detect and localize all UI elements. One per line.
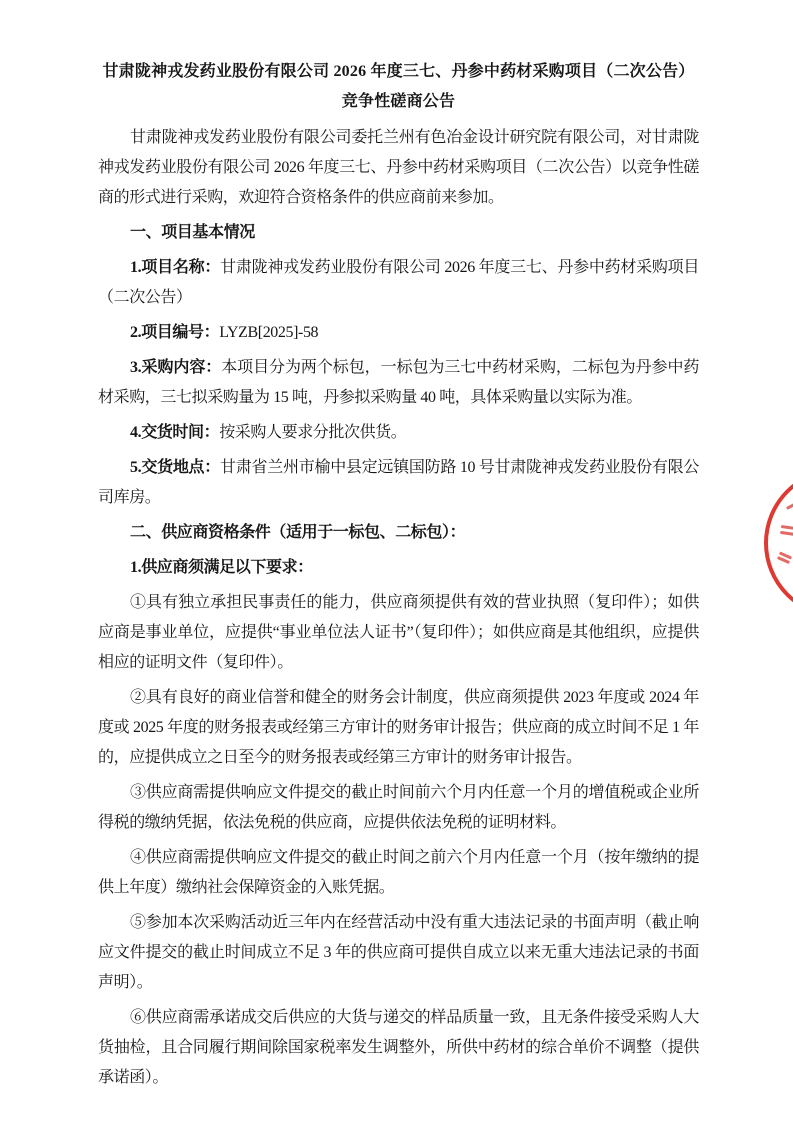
project-item-delivery-time [98,418,699,448]
item-text: 甘肃省兰州市榆中县定远镇国防路 10 号甘肃陇神戎发药业股份有限公司库房。 [98,459,699,506]
document-subtitle: 竞争性磋商公告 [341,93,456,110]
qualification-clause-6: ⑥供应商需承诺成交后供应的大货与递交的样品质量一致，且无条件接受采购人大货抽检，且合同履行期间除国家税率发生调整外，所供中药材的综合单价不调整（提供承诺函）。 [98,1009,699,1086]
item-text: 甘肃陇神戎发药业股份有限公司 2026 年度三七、丹参中药材采购项目（二次公告） [98,259,699,306]
seal-text-stroke [779,551,792,559]
item-text: 按采购人要求分批次供货。 [219,424,407,441]
qualification-clause-5: ⑤参加本次采购活动近三年内在经营活动中没有重大违法记录的书面声明（截止响应文件提交的截止时间成立不足 3 年的供应商可提供自成立以来无重大违法记录的书面声明）。 [98,914,699,991]
project-item-number [98,318,699,348]
project-item-name [98,253,699,313]
qualification-clause-3: ③供应商需提供响应文件提交的截止时间前六个月内任意一个月的增值税或企业所得税的缴纳凭据，依法免税的供应商，应提供依法免税的证明材料。 [98,784,699,831]
section2-heading: 二、供应商资格条件（适用于一标包、二标包）： [130,524,466,541]
item-label: 5.交货地点： [130,459,221,476]
item-label: 4.交货时间： [130,424,220,441]
seal-text-stroke [786,501,793,510]
intro-paragraph: 甘肃陇神戎发药业股份有限公司委托兰州有色冶金设计研究院有限公司，对甘肃陇神戎发药业股份有限公司 2026 年度三七、丹参中药材采购项目（二次公告）以竞争性磋商的形式进行采购，欢迎符合资格条件的供应商前来参加。 [98,129,699,206]
qualification-clause-2: ②具有良好的商业信誉和健全的财务会计制度，供应商须提供 2023 年度或 2024 年度或 2025 年度的财务报表或经第三方审计的财务审计报告；供应商的成立时间不足 1 年的，应提供成立之日至今的财务报表或经第三方审计的财务审计报告。 [98,689,699,766]
item-label: 2.项目编号： [130,324,220,341]
qualification-clause-4: ④供应商需提供响应文件提交的截止时间之前六个月内任意一个月（按年缴纳的提供上年度）缴纳社会保障资金的入账凭据。 [98,849,699,896]
item-text: 本项目分为两个标包，一标包为三七中药材采购，二标包为丹参中药材采购，三七拟采购量为 15 吨，丹参拟采购量 40 吨，具体采购量以实际为准。 [98,359,699,406]
qualification-clause-1: ①具有独立承担民事责任的能力，供应商须提供有效的营业执照（复印件）；如供应商是事业单位，应提供“事业单位法人证书”（复印件）；如供应商是其他组织，应提供相应的证明文件（复印件）。 [98,594,699,671]
section1-heading: 一、项目基本情况 [130,224,255,241]
project-item-content [98,353,699,413]
item-label: 1.项目名称： [130,259,221,276]
item-text: LYZB[2025]-58 [219,324,319,341]
project-item-delivery-place [98,453,699,513]
section2-requirement-heading: 1.供应商须满足以下要求： [130,559,313,576]
item-label: 3.采购内容： [130,359,222,376]
seal-text-stroke [781,525,793,530]
document-title: 甘肃陇神戎发药业股份有限公司 2026 年度三七、丹参中药材采购项目（二次公告） [102,63,695,80]
